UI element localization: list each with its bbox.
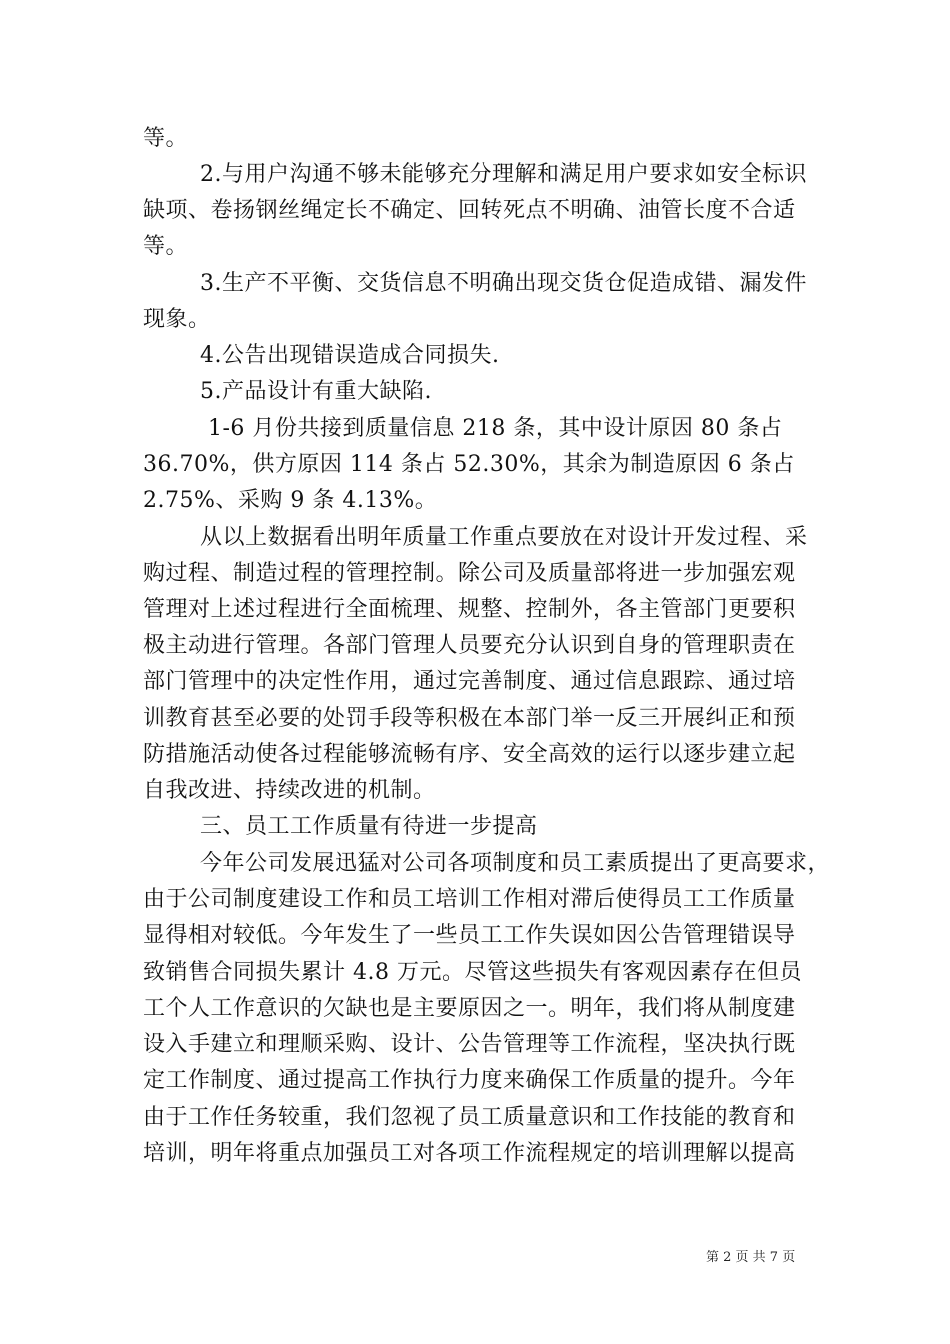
text-line: 训教育甚至必要的处罚手段等积极在本部门举一反三开展纠正和预 — [143, 706, 796, 731]
text-line: 管理对上述过程进行全面梳理、规整、控制外，各主管部门更要积 — [143, 597, 796, 622]
text-line: 36.70%，供方原因 114 条占 52.30%，其余为制造原因 6 条占 — [143, 452, 795, 477]
text-line: 致销售合同损失累计 4.8 万元。尽管这些损失有客观因素存在但员 — [143, 960, 802, 985]
text-line: 今年公司发展迅猛对公司各项制度和员工素质提出了更高要求， — [200, 851, 831, 876]
text-line: 工个人工作意识的欠缺也是主要原因之一。明年，我们将从制度建 — [143, 996, 796, 1021]
text-line: 由于工作任务较重，我们忽视了员工质量意识和工作技能的教育和 — [143, 1105, 796, 1130]
text-line: 自我改进、持续改进的机制。 — [143, 778, 436, 803]
text-line: 等。 — [143, 126, 189, 151]
text-line: 设入手建立和理顺采购、设计、公告管理等工作流程，坚决执行既 — [143, 1032, 796, 1057]
text-line: 显得相对较低。今年发生了一些员工工作失误如因公告管理错误导 — [143, 923, 796, 948]
text-line: 缺项、卷扬钢丝绳定长不确定、回转死点不明确、油管长度不合适 — [143, 198, 796, 223]
text-line: 极主动进行管理。各部门管理人员要充分认识到自身的管理职责在 — [143, 633, 796, 658]
text-line: 防措施活动使各过程能够流畅有序、安全高效的运行以逐步建立起 — [143, 742, 796, 767]
text-line: 等。 — [143, 234, 189, 259]
section-heading: 三、员工工作质量有待进一步提高 — [200, 814, 538, 839]
text-line: 定工作制度、通过提高工作执行力度来确保工作质量的提升。今年 — [143, 1068, 796, 1093]
text-line: 2.与用户沟通不够未能够充分理解和满足用户要求如安全标识 — [200, 162, 807, 187]
text-line: 从以上数据看出明年质量工作重点要放在对设计开发过程、采 — [200, 525, 808, 550]
text-line: 4.公告出现错误造成合同损失. — [200, 343, 500, 368]
text-line: 2.75%、采购 9 条 4.13%。 — [143, 488, 438, 513]
page-number-footer: 第 2 页 共 7 页 — [706, 1250, 796, 1265]
text-line: 购过程、制造过程的管理控制。除公司及质量部将进一步加强宏观 — [143, 561, 796, 586]
text-line: 现象。 — [143, 307, 211, 332]
text-line: 部门管理中的决定性作用，通过完善制度、通过信息跟踪、通过培 — [143, 669, 796, 694]
text-line: 培训，明年将重点加强员工对各项工作流程规定的培训理解以提高 — [143, 1141, 796, 1166]
text-line: 1-6 月份共接到质量信息 218 条，其中设计原因 80 条占 — [208, 416, 783, 441]
text-line: 5.产品设计有重大缺陷. — [200, 379, 432, 404]
text-line: 由于公司制度建设工作和员工培训工作相对滞后使得员工工作质量 — [143, 887, 796, 912]
text-line: 3.生产不平衡、交货信息不明确出现交货仓促造成错、漏发件 — [200, 271, 807, 296]
